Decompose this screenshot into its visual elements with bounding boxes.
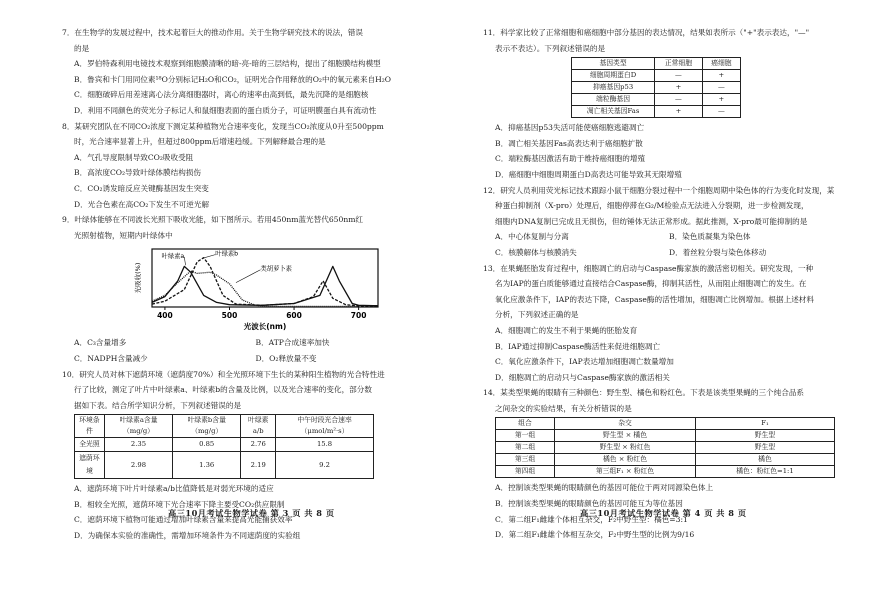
table-cell: — [655,70,703,82]
q10-stem: 10．研究人员对林下遮荫环境（遮荫度70%）和全光照环境下生长的某种阳生植物的光合特性进 [62,369,385,379]
table-cell: 2.98 [104,452,172,479]
x-tick-label: 600 [286,311,302,321]
table-header-cell: 叶绿素a/b [241,415,276,438]
question-8 [62,119,437,213]
table-cell: 全光照 [75,438,105,452]
question-14 [483,385,843,543]
q13-option-b: B．IAP通过抑制Caspase酶活性来促进细胞凋亡 [495,341,661,351]
x-axis-label: 光波长(nm) [243,322,287,332]
table-cell: 野生型 × 橘色 [555,430,696,442]
table-cell: — [655,94,703,106]
table-cell: 凋亡相关基因Fas [572,106,655,118]
table-cell: 2.76 [241,438,276,452]
q10-stem-3: 据如下表。结合所学知识分析，下列叙述错误的是 [74,400,242,410]
series-label: 类胡萝卜素 [260,266,292,274]
q12-option-d: D．着丝粒分裂与染色体移动 [669,247,767,257]
series-label: 叶绿素a [161,253,185,261]
q12-stem-3: 细胞内DNA复制已完成且无损伤，但纺锤体无法正常形成。据此推测，X-pro最可能抑制的是 [495,216,808,226]
table-header-row [496,418,835,430]
q11-option-d: D．癌细胞中细胞周期蛋白D高表达可能导致其无限增殖 [495,169,682,179]
question-7 [62,25,437,119]
q7-stem: 7．在生物学的发展过程中，技术起着巨大的推动作用。关于生物学研究技术的说法，错误 [62,28,363,37]
table-cell: 橘色 [695,454,834,466]
x-tick-label: 700 [350,311,367,321]
q7-stem-2: 的是 [74,43,90,53]
q12-option-a: A．中心体复制与分离 [495,232,569,242]
series-line-3 [152,271,359,306]
table-cell: 第三组F₁ × 粉红色 [555,466,696,478]
q12-option-c: C．核膜解体与核膜消失 [495,247,577,257]
table-header-cell: 基因类型 [572,58,655,70]
q9-option-c: C．NADPH含量减少 [74,353,148,363]
table-header-cell: 癌细胞 [702,58,740,70]
table-cell: 野生型 [695,430,834,442]
q14-stem-2: 之间杂交的实验结果，有关分析错误的是 [495,403,632,413]
q11-option-a: A．抑癌基因p53失活可能使癌细胞逃避凋亡 [495,123,645,133]
q13-stem-2: 名为IAP的蛋白质能够通过直接结合Caspase酶，抑制其活性，从而阻止细胞凋亡的发生。在 [495,279,807,289]
series-leader-line [202,255,215,259]
table-row [496,454,835,466]
table-cell: + [655,106,703,118]
q7-option-a: A．罗伯特森利用电镜技术观察到细胞膜清晰的暗-亮-暗的三层结构，提出了细胞膜结构模型 [74,59,381,69]
page-4-column [483,25,843,543]
table-cell: + [702,70,740,82]
absorption-spectrum-chart [130,243,398,335]
q13-option-a: A．细胞凋亡的发生不利于果蝇的胚胎发育 [495,325,638,335]
table-cell: 0.85 [173,438,241,452]
q13-option-c: C．氧化应激条件下，IAP表达增加细胞凋亡数量增加 [495,357,674,367]
table-row [75,438,374,452]
q14-stem: 14．某类型果蝇的眼睛有三种颜色：野生型、橘色和粉红色。下表是该类型果蝇的三个纯合品系 [483,388,805,398]
table-row [572,106,741,118]
table-cell: + [655,82,703,94]
q9-option-b: B．ATP合成速率加快 [255,338,330,348]
table-row [572,70,741,82]
q11-stem: 11．科学家比较了正常细胞和癌细胞中部分基因的表达情况，结果如表所示（"+"表示表达，"—" [483,28,810,37]
q9-options-row-1 [62,335,437,351]
page-4-footer: 高三10月考试生物学试卷 第 4 页 共 8 页 [580,508,747,518]
q10-option-c: C．遮荫环境下植物可能通过增加叶绿素含量来提高光能捕获效率 [74,515,293,525]
q12-stem-2: 种蛋白抑制剂（X-pro）处理后，细胞停滞在G₂/M检验点无法进入分裂期，进一步检测发现， [495,201,809,211]
page-3-footer: 高三10月考试生物学试卷 第 3 页 共 8 页 [168,508,335,518]
q8-option-a: A．气孔导度限制导致CO₂吸收受阻 [74,152,194,162]
table-header-row [572,58,741,70]
q7-option-b: B．鲁宾和卡门用同位素¹⁸O分别标记H₂O和CO₂，证明光合作用释放的O₂中的氧元素来自H₂O [74,74,392,84]
table-header-cell: 组合 [496,418,555,430]
q9-stem-2: 光照射植物，短期内叶绿体中 [74,230,173,240]
q13-option-d: D．细胞凋亡的启动只与Caspase酶家族的激活相关 [495,372,670,382]
q12-option-b: B．染色质凝集为染色体 [669,232,751,242]
chlorophyll-table [74,414,374,479]
q7-option-c: C．细胞破碎后用差速离心法分离细胞器时，离心的速率由高到低，最先沉降的是细胞核 [74,90,369,100]
q9-options-row-2 [62,351,437,367]
q8-stem: 8．某研究团队在不同CO₂浓度下测定某种植物光合速率变化，发现当CO₂浓度从0升至500ppm [62,121,384,131]
y-axis-label: 光吸收(%) [134,262,142,294]
table-cell: 细胞周期蛋白D [572,70,655,82]
table-cell: 15.8 [276,438,374,452]
question-11 [483,25,843,183]
question-9 [62,212,437,366]
table-cell: 端粒酶基因 [572,94,655,106]
q10-option-a: A．遮荫环境下叶片叶绿素a/b比值降低是对弱光环境的适应 [74,484,274,494]
q13-stem-4: 分析，下列叙述正确的是 [495,310,579,320]
q9-option-d: D．O₂释放量不变 [255,353,317,363]
table-header-cell: 杂交 [555,418,696,430]
q14-option-d: D．第二组F₁雌雄个体相互杂交，F₂中野生型的比例为9/16 [495,530,695,540]
cross-results-table [495,417,835,478]
q9-stem: 9．叶绿体能够在不同波长光照下吸收光能，如下图所示。若用450nm蓝光替代650nm红 [62,215,363,225]
q13-stem: 13．在果蝇胚胎发育过程中，细胞凋亡的启动与Caspase酶家族的激活密切相关。研究发现，一种 [483,263,814,273]
table-cell: 1.36 [173,452,241,479]
table-cell: 野生型 [695,442,834,454]
x-tick-label: 400 [157,311,173,321]
table-cell: 橘色 × 粉红色 [555,454,696,466]
table-header-cell: 环境条件 [75,415,105,438]
page-3-column [62,25,437,544]
series-leader-line [184,257,185,265]
q13-stem-3: 氧化应激条件下，IAP的表达下降，Caspase酶的活性增加，细胞凋亡比例增加。根据上述材料 [495,294,814,304]
q8-option-c: C．CO₂诱发暗反应关键酶基因发生突变 [74,183,209,193]
q8-option-d: D．光合色素在高CO₂下发生不可逆光解 [74,199,210,209]
table-cell: — [702,106,740,118]
absorption-chart-svg [130,243,398,335]
series-leader-line [236,270,261,283]
series-label: 叶绿素b [215,250,239,258]
table-header-cell: F₁ [695,418,834,430]
table-cell: 抑癌基因p53 [572,82,655,94]
table-row [496,430,835,442]
gene-expression-table [571,57,741,118]
q12-options-row-2 [483,245,843,261]
table-header-cell: 叶绿素b含量（mg/g） [173,415,241,438]
table-cell: 第四组 [496,466,555,478]
table-row [572,94,741,106]
table-cell: 第一组 [496,430,555,442]
q9-option-a: A．C₃含量增多 [74,338,127,348]
question-13 [483,261,843,386]
table-header-cell: 叶绿素a含量（mg/g） [104,415,172,438]
plot-frame [152,249,378,307]
q8-option-b: B．高浓度CO₂导致叶绿体膜结构损伤 [74,168,201,178]
table-cell: 第二组 [496,442,555,454]
table-row [496,466,835,478]
x-tick-label: 500 [221,311,238,321]
table-cell: 第三组 [496,454,555,466]
table-cell: 野生型 × 粉红色 [555,442,696,454]
q7-option-d: D．利用不同颜色的荧光分子标记人和鼠细胞表面的蛋白质分子，可证明膜蛋白具有流动性 [74,105,377,115]
q14-option-b: B．控制该类型果蝇的眼睛颜色的基因可能互为等位基因 [495,499,683,509]
table-cell: 遮荫环境 [75,452,105,479]
table-header-cell: 中午时段光合速率（μmol/m²·s） [276,415,374,438]
table-header-row [75,415,374,438]
table-cell: — [702,82,740,94]
q11-option-b: B．凋亡相关基因Fas高表达利于癌细胞扩散 [495,138,643,148]
table-cell: 2.35 [104,438,172,452]
q10-stem-2: 行了比较，测定了叶片中叶绿素a、叶绿素b的含量及比例，以及光合速率的变化，部分数 [74,385,372,395]
table-cell: 橘色：粉红色=1:1 [695,466,834,478]
q14-option-a: A．控制该类型果蝇的眼睛颜色的基因可能位于两对同源染色体上 [495,483,714,493]
table-cell: 2.19 [241,452,276,479]
q10-option-b: B．相较全光照，遮荫环境下光合速率下降主要受CO₂供应限制 [74,499,285,509]
table-cell: + [702,94,740,106]
q12-options-row-1 [483,229,843,245]
q11-option-c: C．端粒酶基因激活有助于维持癌细胞的增殖 [495,154,646,164]
q12-stem: 12．研究人员利用荧光标记技术跟踪小鼠干细胞分裂过程中一个细胞周期中染色体的行为变化时发现，某 [483,185,835,195]
q10-option-d: D．为确保本实验的准确性，需增加环境条件为不同遮荫度的实验组 [74,531,301,541]
table-row [572,82,741,94]
table-cell: 9.2 [276,452,374,479]
table-row [496,442,835,454]
q8-stem-2: 时，光合速率显著上升，但超过800ppm后增速趋缓。下列解释最合理的是 [74,137,326,147]
table-header-cell: 正常细胞 [655,58,703,70]
q11-stem-2: 表示不表达）。下列叙述错误的是 [495,43,606,53]
table-row [75,452,374,479]
question-12 [483,183,843,261]
q14-option-c: C．第二组F₁雌雄个体相互杂交，F₂中野生型：橘色=3:1 [495,514,688,524]
